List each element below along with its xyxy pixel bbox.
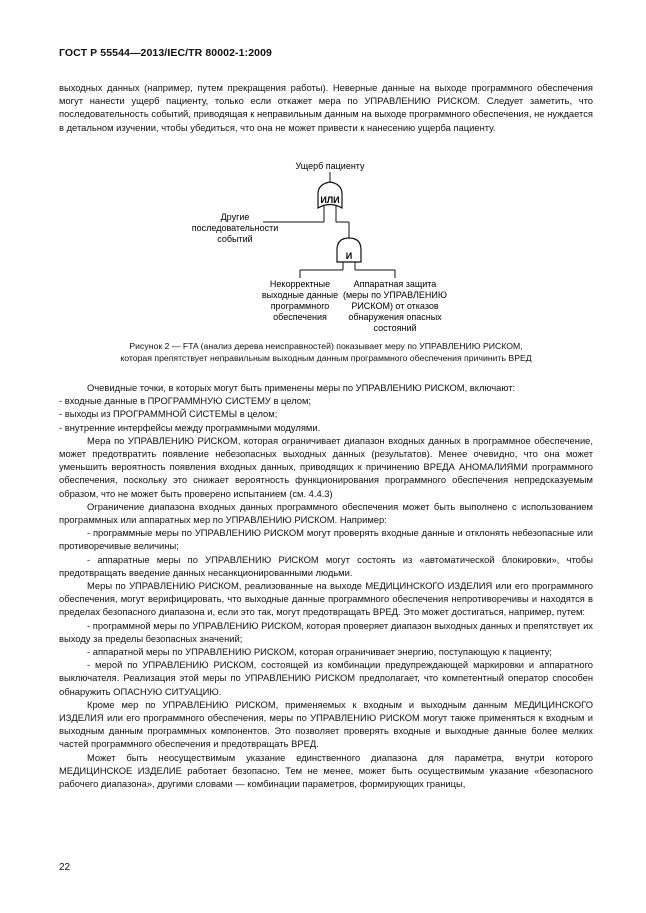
and-gate-label: И bbox=[345, 251, 353, 261]
hardware-protection-line-4: обнаружения опасных bbox=[348, 312, 442, 322]
hardware-protection-line-1: Аппаратная защита bbox=[353, 279, 437, 289]
incorrect-output-line-4: обеспечения bbox=[273, 312, 327, 322]
intro-text bbox=[59, 81, 593, 134]
figure-caption bbox=[60, 340, 592, 364]
other-events-line-2: последовательности bbox=[191, 223, 279, 233]
paragraph: Очевидные точки, в которых могут быть применены меры по УПРАВЛЕНИЮ РИСКОМ, включают: bbox=[87, 382, 516, 393]
list-item: - программной меры по УПРАВЛЕНИЮ РИСКОМ, которая проверяет диапазон выходных данных и препятствует их выходу за пределы безопасных значений; bbox=[59, 619, 593, 644]
paragraph: выходных данных (например, путем прекращения работы). Неверные данные на выходе программного обеспечения могут нанести ущерб пациенту, только если откажет мера по УПРАВЛЕНИЮ РИСКОМ. Следует заметить, что последовательность событий, приводящая к неправильным данным на выходе программного обеспечения, не нуждается в детальном изучении, чтобы убедиться, что она не может привести к нанесению ущерба пациенту. bbox=[59, 82, 593, 133]
document-header: ГОСТ Р 55544—2013/IEC/TR 80002-1:2009 bbox=[59, 47, 272, 59]
incorrect-output-line-2: выходные данные bbox=[261, 290, 339, 300]
main-text bbox=[59, 381, 593, 790]
or-gate-label: ИЛИ bbox=[320, 195, 340, 205]
list-item: - внутренние интерфейсы между программными модулями. bbox=[59, 421, 321, 433]
page-number: 22 bbox=[59, 862, 71, 873]
incorrect-output-line-3: программного bbox=[270, 301, 330, 311]
other-events-line-1: Другие bbox=[220, 212, 250, 222]
paragraph: Меры по УПРАВЛЕНИЮ РИСКОМ, реализованные на выходе МЕДИЦИНСКОГО ИЗДЕЛИЯ или его программного обеспечения, могут верифицировать, что выходные данные программного обеспечения непротиворечивы и находятся в пределах безопасного диапазона и, если это так, могут предотвращать ВРЕД. Это может достигаться, например, путем: bbox=[59, 580, 593, 618]
list-item: - выходы из ПРОГРАММНОЙ СИСТЕМЫ в целом; bbox=[59, 408, 278, 420]
top-event-label: Ущерб пациенту bbox=[295, 161, 365, 171]
list-item: - входные данные в ПРОГРАММНУЮ СИСТЕМУ в целом; bbox=[59, 395, 312, 407]
hardware-protection-line-5: состояний bbox=[373, 323, 417, 333]
paragraph: Кроме мер по УПРАВЛЕНИЮ РИСКОМ, применяемых к входным и выходным данным МЕДИЦИНСКОГО ИЗДЕЛИЯ или его программного обеспечения, меры по УПРАВЛЕНИЮ РИСКОМ могут также применяться к входным и выходным данным программных компонентов. Это позволяет проверять входные и выходные данные более мелких частей программного обеспечения и предотвращать ВРЕД. bbox=[59, 698, 593, 750]
caption-line-2: которая препятствует неправильным выходным данным программного обеспечения причинить ВРЕД bbox=[120, 353, 532, 363]
list-item: - аппаратной меры по УПРАВЛЕНИЮ РИСКОМ, которая ограничивает энергию, поступающую к пациенту; bbox=[87, 646, 553, 658]
fault-tree-figure bbox=[0, 150, 646, 345]
paragraph: Мера по УПРАВЛЕНИЮ РИСКОМ, которая ограничивает диапазон входных данных в программное обеспечение, может предотвратить появление небезопасных выходных данных (результатов). Менее очевидно, что она может уменьшить вероятность появления входных данных, приводящих к причинению ВРЕДА АНОМАЛИЯМИ программного обеспечения, поскольку это снижает вероятность функционирования программного обеспечения непредсказуемым образом, что не может быть проверено испытанием (см. 4.4.3) bbox=[59, 434, 593, 499]
hardware-protection-line-3: РИСКОМ) от отказов bbox=[351, 301, 439, 311]
list-item: - программные меры по УПРАВЛЕНИЮ РИСКОМ могут проверять входные данные и отклонять небезопасные или противоречивые величины; bbox=[59, 527, 593, 552]
other-events-line-3: событий bbox=[217, 234, 253, 244]
incorrect-output-line-1: Некорректные bbox=[269, 279, 331, 289]
list-item: - аппаратные меры по УПРАВЛЕНИЮ РИСКОМ могут состоять из «автоматической блокировки», чтобы предотвращать введение данных несанкционированными людьми. bbox=[59, 553, 593, 578]
paragraph: Ограничение диапазона входных данных программного обеспечения может быть выполнено с использованием программных или аппаратных мер по УПРАВЛЕНИЮ РИСКОМ. Например: bbox=[59, 500, 593, 526]
hardware-protection-line-2: (меры по УПРАВЛЕНИЮ bbox=[342, 290, 448, 300]
caption-line-1: Рисунок 2 — FTA (анализ дерева неисправностей) показывает меру по УПРАВЛЕНИЮ РИСКОМ, bbox=[129, 341, 523, 351]
paragraph: Может быть неосуществимым указание единственного диапазона для параметра, внутри которого МЕДИЦИНСКОЕ ИЗДЕЛИЕ работает безопасно. Тем не менее, может быть осуществимым указание «безопасного рабочего диапазона», другими словами — комбинации параметров, формирующих границы, bbox=[59, 751, 593, 790]
list-item: - мерой по УПРАВЛЕНИЮ РИСКОМ, состоящей из комбинации предупреждающей маркировки и аппаратного выключателя. Реализация этой меры по УПРАВЛЕНИЮ РИСКОМ предполагает, что компетентный оператор способен обнаружить ОПАСНУЮ СИТУАЦИЮ. bbox=[59, 659, 593, 697]
